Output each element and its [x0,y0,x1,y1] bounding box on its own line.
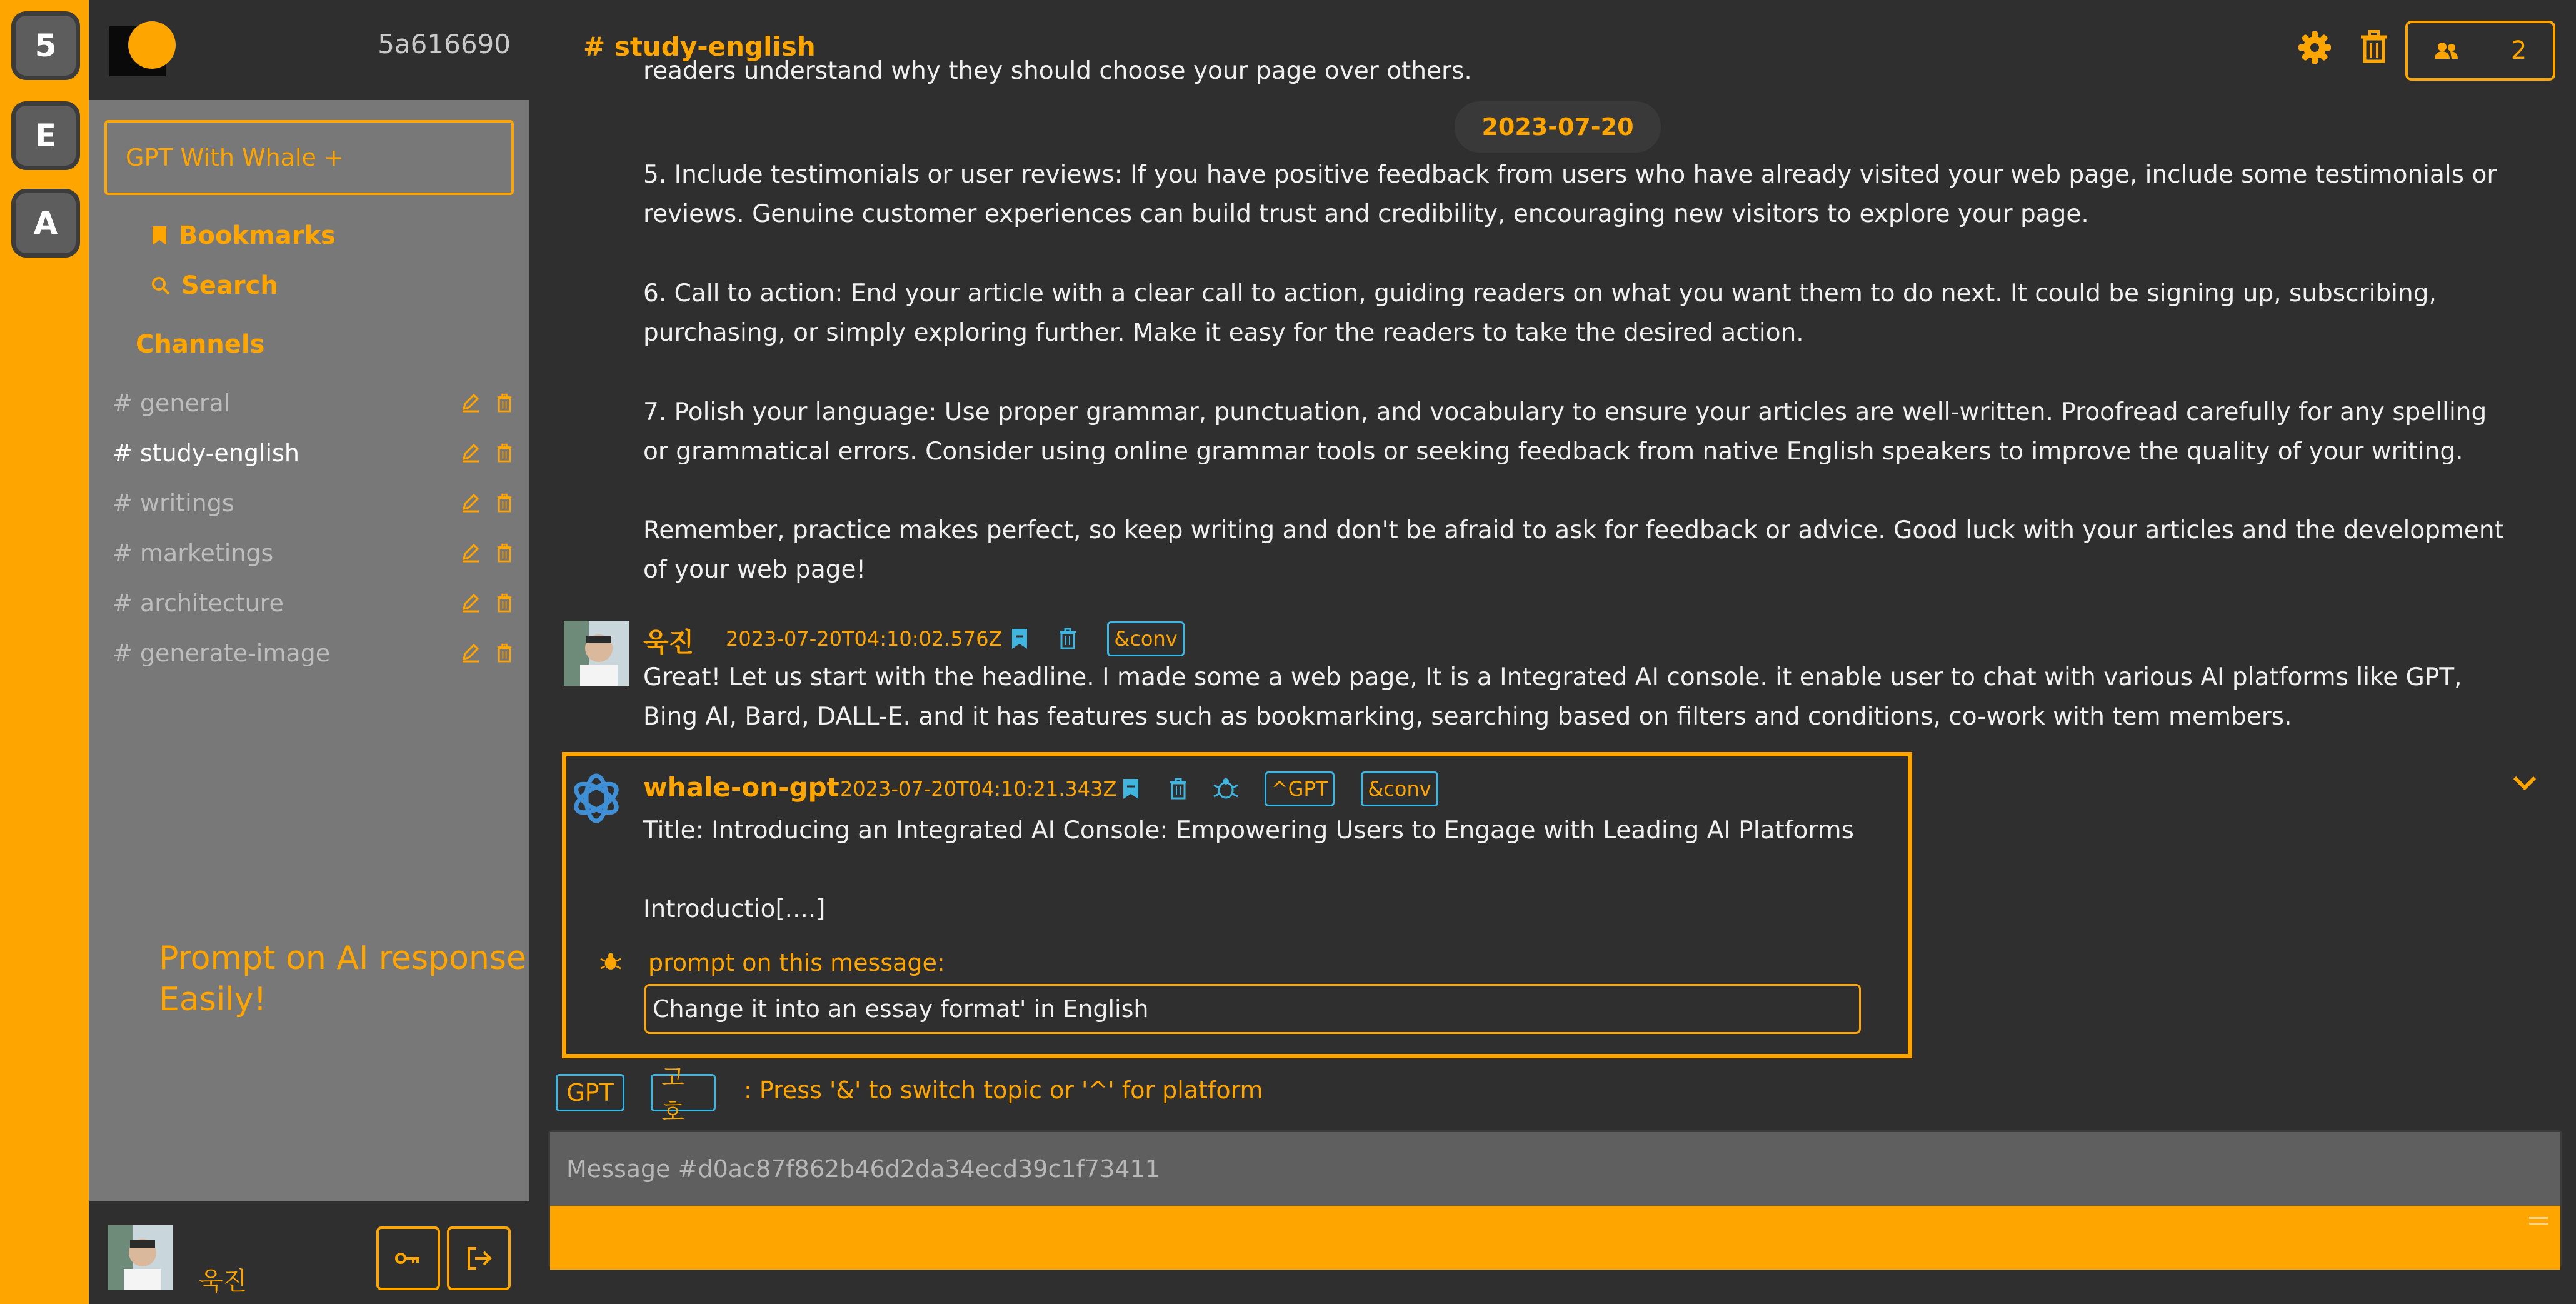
sidebar [89,0,529,1304]
date-divider: 2023-07-20 [1455,101,1661,153]
bookmarks-label: Bookmarks [179,221,336,250]
pencil-icon[interactable] [461,493,480,513]
message-timestamp: 2023-07-20T04:10:21.343Z [840,777,1117,801]
topic-tag[interactable]: 고호 [651,1074,716,1111]
sidebar-item-channel[interactable] [113,631,513,675]
composer-bar [550,1206,2560,1270]
message-text: Introductio[....] [643,895,826,923]
search-label: Search [181,271,278,300]
member-count: 2 [2510,36,2527,65]
pencil-icon[interactable] [461,543,480,563]
sidebar-item-channel[interactable] [113,581,513,625]
workspace-id: 5a616690 [378,29,511,59]
sidebar-item-channel[interactable] [113,381,513,425]
prompt-tip-line1: Prompt on AI response [159,940,526,977]
message-author: 욱진 [643,627,694,658]
trash-icon[interactable] [496,393,513,413]
bookmark-icon[interactable] [1122,778,1140,800]
message-text-partial: readers understand why they should choose your page over others. [643,57,1472,85]
channel-label: # study-english [113,439,299,467]
sidebar-item-channel[interactable] [113,531,513,575]
key-icon [394,1249,422,1268]
topic-tag[interactable]: &conv [1107,621,1185,656]
sidebar-header [89,0,529,100]
message-text: Title: Introducing an Integrated AI Console: Empowering Users to Engage with Leading AI Platforms [643,816,1854,845]
switch-hint: : Press '&' to switch topic or '^' for platform [744,1076,1263,1104]
users-icon [2434,41,2459,60]
message-composer [548,1130,2562,1268]
prompt-tip-line2: Easily! [159,981,267,1018]
workspace-rail [0,0,89,1304]
pencil-icon[interactable] [461,443,480,463]
prompt-bug-icon [599,951,622,973]
logout-icon [465,1245,493,1272]
user-name: 욱진 [199,1267,248,1296]
prompt-label: prompt on this message: [648,949,945,976]
openai-icon [568,770,624,826]
logout-button[interactable] [447,1226,511,1290]
bookmark-icon[interactable] [1011,628,1028,650]
trash-icon[interactable] [496,593,513,613]
trash-icon[interactable] [2360,30,2388,64]
members-button[interactable] [2405,21,2555,81]
bookmarks-link[interactable] [151,221,336,250]
sidebar-item-channel[interactable] [113,431,513,475]
trash-icon[interactable] [496,443,513,463]
pencil-icon[interactable] [461,643,480,663]
gpt-with-whale-button[interactable]: GPT With Whale + [104,120,514,195]
workspace-button-e[interactable]: E [11,101,80,170]
bookmark-icon [151,225,168,246]
channel-label: # writings [113,489,234,517]
prompt-on-message-input[interactable]: Change it into an essay format' in English [644,984,1861,1034]
platform-tag[interactable]: GPT [556,1074,624,1111]
topic-tag[interactable]: &conv [1361,771,1438,806]
trash-icon[interactable] [1169,778,1188,800]
message-input[interactable]: Message #d0ac87f862b46d2da34ecd39c1f73411 [550,1132,2560,1206]
pencil-icon[interactable] [461,393,480,413]
search-icon [151,276,170,295]
app-logo [109,26,166,76]
channel-label: # architecture [113,589,284,617]
trash-icon[interactable] [496,643,513,663]
avatar[interactable] [108,1225,173,1290]
channels-heading: Channels [136,330,265,359]
message-timestamp: 2023-07-20T04:10:02.576Z [726,627,1003,651]
trash-icon[interactable] [1058,628,1077,650]
channel-label: # general [113,389,231,417]
message-paragraph: 7. Polish your language: Use proper grammar, punctuation, and vocabulary to ensure your articles are well-written. Proofread carefully for any spelling or grammatical errors. Consider using online grammar tools or seeking feedback from native English speakers to improve the quality of your writing. [643,398,2487,466]
trash-icon[interactable] [496,493,513,513]
message-paragraph: 6. Call to action: End your article with a clear call to action, guiding readers on what you want them to do next. It could be signing up, subscribing, purchasing, or simply exploring further. Make it easy for the readers to take the desired action. [643,279,2437,347]
channel-label: # marketings [113,539,274,567]
workspace-button-5[interactable]: 5 [11,11,80,80]
page-title: # study-english [583,31,816,62]
message-text: Great! Let us start with the headline. I made some a web page, It is a Integrated AI console. it enable user to chat with various AI platforms like GPT, Bing AI, Bard, DALL-E. and it has features such as bookmarking, searching based on filters and conditions, co-work with tem members. [643,663,2462,731]
message-paragraph: 5. Include testimonials or user reviews: If you have positive feedback from users who have already visited your web page, include some testimonials or reviews. Genuine customer experiences can build trust and credibility, encouraging new visitors to explore your page. [643,161,2497,228]
message-author: whale-on-gpt [643,772,839,803]
prompt-tip [159,938,526,1020]
resize-handle[interactable] [2529,1217,2548,1225]
platform-tag[interactable]: ^GPT [1265,771,1335,806]
message-paragraph: Remember, practice makes perfect, so keep writing and don't be afraid to ask for feedback or advice. Good luck with your articles and the development of your web page! [643,516,2504,584]
prompt-bug-icon[interactable] [1213,776,1239,801]
search-link[interactable] [151,271,278,300]
avatar[interactable] [564,621,629,686]
user-area [89,1201,529,1304]
pencil-icon[interactable] [461,593,480,613]
chevron-down-icon[interactable] [2512,775,2537,791]
main-panel [529,0,2576,1304]
trash-icon[interactable] [496,543,513,563]
message-list[interactable] [529,0,2576,1100]
sidebar-item-channel[interactable] [113,481,513,525]
gear-icon[interactable] [2297,30,2332,65]
api-key-button[interactable] [376,1226,440,1290]
channel-label: # generate-image [113,639,331,667]
workspace-button-a[interactable]: A [11,189,80,258]
